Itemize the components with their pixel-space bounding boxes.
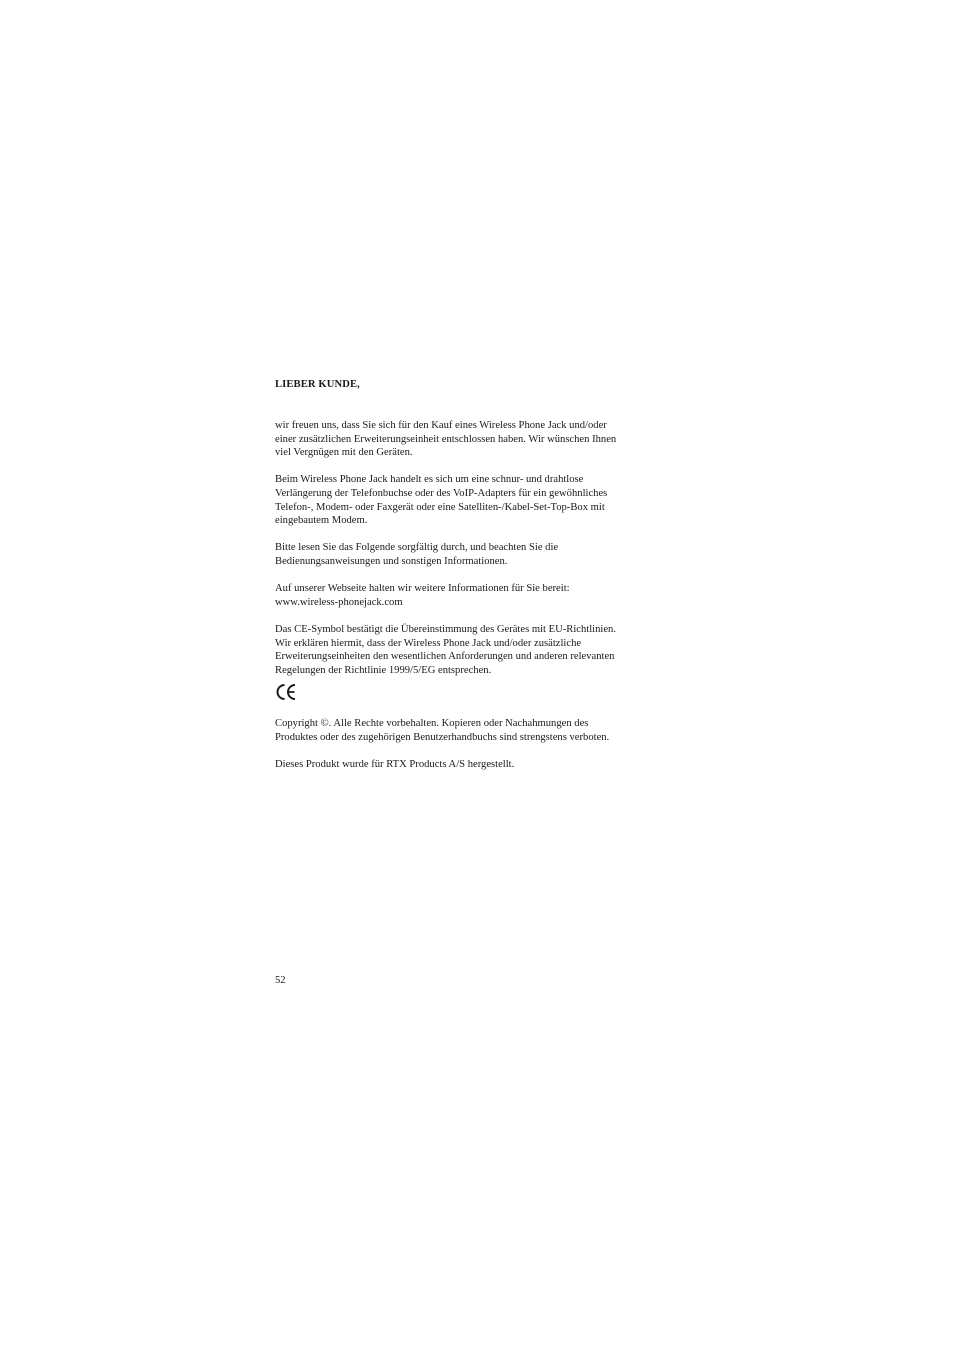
ce-declaration-paragraph: Das CE-Symbol bestätigt die Übereinstimmung des Gerätes mit EU-Richtlinien. Wir erklären hiermit, dass der Wireless Phone Jack und/oder zusätzliche Erweiterungseinheiten den wesentlichen Anforderungen und anderen relevanten Regelungen der Richtlinie 1999/5/EG entsprechen. [275, 623, 617, 676]
copyright-paragraph: Copyright ©. Alle Rechte vorbehalten. Kopieren oder Nachahmungen des Produktes oder des zugehörigen Benutzerhandbuchs sind strengstens verboten. [275, 718, 610, 743]
website-paragraph: Auf unserer Webseite halten wir weitere Informationen für Sie bereit: www.wireless-phonejack.com [275, 583, 570, 608]
page-heading: LIEBER KUNDE, [275, 379, 360, 390]
page-content [275, 378, 675, 785]
page-number: 52 [275, 975, 286, 986]
intro-paragraph: wir freuen uns, dass Sie sich für den Kauf eines Wireless Phone Jack und/oder einer zusätzlichen Erweiterungseinheit entschlossen haben. Wir wünschen Ihnen viel Vergnügen mit den Geräten. [275, 420, 617, 459]
product-description-paragraph: Beim Wireless Phone Jack handelt es sich um eine schnur- und drahtlose Verlängerung der Telefonbuchse oder des VoIP-Adapters für ein gewöhnliches Telefon-, Modem- oder Faxgerät oder eine Satelliten-/Kabel-Set-Top-Box mit eingebautem Modem. [275, 474, 608, 527]
manufacturer-paragraph: Dieses Produkt wurde für RTX Products A/S hergestellt. [275, 759, 515, 771]
instructions-paragraph: Bitte lesen Sie das Folgende sorgfältig durch, und beachten Sie die Bedienungsanweisungen und sonstigen Informationen. [275, 542, 559, 567]
ce-mark-icon [276, 683, 298, 701]
